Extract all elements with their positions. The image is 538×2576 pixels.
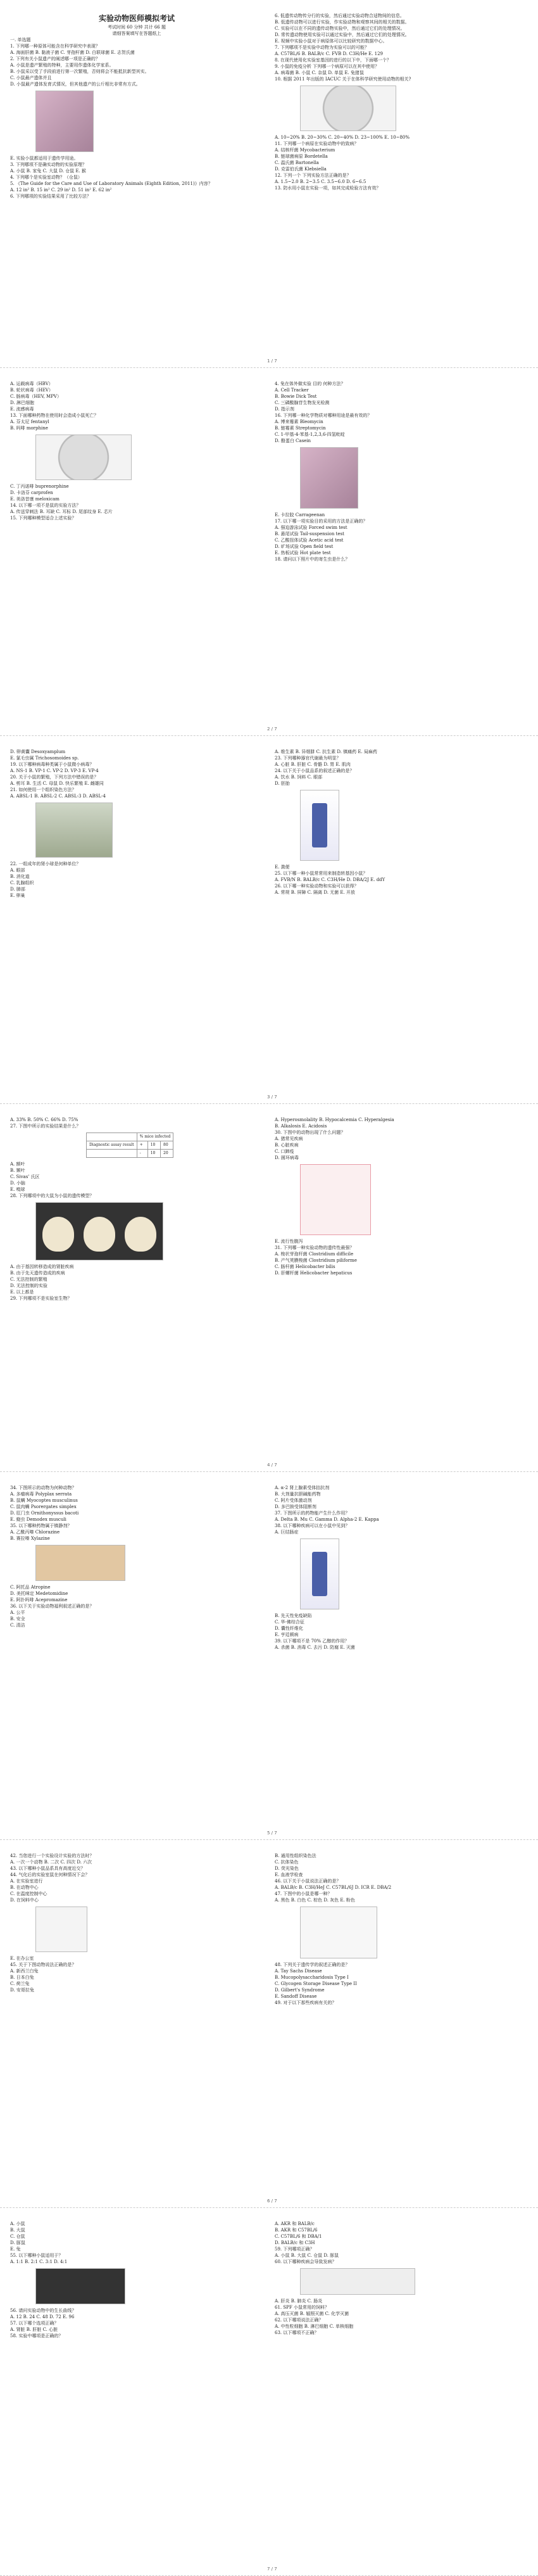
question-line: D. 美托咪定 Medetomidine [10, 1591, 68, 1596]
question-line: A. 黑色 B. 白色 C. 棕色 D. 灰色 E. 粉色 [275, 1898, 355, 1903]
question-line: B. 颞叶 [10, 1168, 25, 1173]
question-line: 12. 下列一个 下列实验方法正确的是？ [275, 173, 351, 178]
question-line: D. 卵黄囊 Desoxyamplum [10, 749, 66, 754]
question-line: B. 心脏疾病 [275, 1143, 299, 1148]
exam-page [0, 368, 538, 736]
question-line: A. α-2 肾上腺素受体拮抗剂 [275, 1485, 330, 1490]
question-image [300, 1907, 377, 1958]
question-line: C. 仓鼠 [10, 2234, 25, 2239]
column-left [10, 1853, 263, 1993]
question-line: E. 粪便 [275, 865, 290, 870]
question-line: E. 兔 [10, 2247, 21, 2252]
question-line: 46. 以下关于小鼠说法正确的是？ [275, 1879, 341, 1884]
question-line: 28. 下列哪项中的大鼠为小鼠的遗传模型？ [10, 1193, 94, 1198]
question-line: 48. 下列关于遗传学的叙述正确的是？ [275, 1962, 350, 1967]
question-line: A. FVB/N B. BALB/c C. C3H/He D. DBA/2J E. ddY [275, 877, 385, 882]
question-line: 38. 以下哪种疾病可以在小鼠中见到？ [275, 1523, 350, 1528]
question-line: B. 链球菌病原 Bordetella [275, 154, 328, 159]
column-left [10, 381, 263, 521]
question-line: A. 小鼠 [10, 2221, 25, 2226]
question-image [300, 86, 396, 131]
question-line: A. 小鼠是遗产繁殖的特种，主要用作遗体化学家系。 [10, 63, 114, 68]
question-line: A. 33% B. 50% C. 66% D. 75% [10, 1117, 78, 1122]
column-left [10, 2221, 263, 2339]
column-left [10, 1117, 263, 1302]
question-line: D. Gilbert's Syndrome [275, 1988, 325, 1993]
question-line: C. 口蹄疫 [275, 1149, 294, 1154]
page-number: 3 / 7 [267, 1094, 277, 1100]
question-line: C. 1-甲基-4-苯基-1,2,3,6-四氢吡啶 [275, 432, 345, 437]
question-line: A. 在实验室进行 [10, 1879, 43, 1884]
question-line: E. 蛲虫 Demodex musculi [10, 1517, 66, 1522]
question-line: B. Alkalosis E. Acidosis [275, 1124, 327, 1129]
question-line: C. 无法控制的繁殖 [10, 1277, 47, 1282]
question-line: A. 小鼠 B. 大鼠 C. 仓鼠 D. 豚鼠 [275, 2253, 339, 2258]
question-line: D. 肝螺杆菌 Helicobacter hepaticus [275, 1271, 353, 1276]
question-line: C. 清洁 [10, 1623, 25, 1628]
exam-page [0, 1472, 538, 1840]
question-line: B. 小鼠采以受了手段前进行第一次繁殖，否则将会不能抵抗新型其实。 [10, 69, 149, 74]
question-line: B. 赛拉嗪 Xylazine [10, 1536, 50, 1541]
column-right [275, 13, 528, 191]
question-line: A. Cell Tracker [275, 388, 309, 393]
question-line: E. 卵巢 [10, 893, 25, 898]
question-line: E. 在办公室 [10, 1956, 34, 1961]
question-line: D. 无法控制的实验 [10, 1283, 47, 1288]
question-line: 61. SPF 小鼠常用的饲料？ [275, 2305, 329, 2310]
column-left [10, 13, 263, 200]
question-line: A. ABSL-1 B. ABSL-2 C. ABSL-3 D. ABSL-4 [10, 794, 106, 799]
question-line: A. 10~20% B. 20~30% C. 20~40% D. 23~100% E. 10~80% [275, 135, 410, 140]
question-line: A. Tay Sachs Disease [275, 1969, 322, 1974]
question-line: 6. 低遗传动物传分行的实验，然后通过实验动物合适物间的信息。 [275, 13, 404, 18]
question-line: D. 肛门虫 Ornithonyssus bacoti [10, 1511, 79, 1516]
column-left [10, 749, 263, 899]
table-cell: + [137, 1141, 147, 1150]
question-line: E. 氯毛虫属 Trichosomoides sp. [10, 756, 79, 761]
question-line: A. 结核杆菌 Mycobacterium [275, 148, 335, 153]
question-line: A. 海面肝菌 B. 黏液子菌 C. 芽孢杆菌 D. 白联球菌 E. 志贺氏菌 [10, 50, 135, 55]
question-line: 25. 以下哪一种小鼠常常用来制造转基因小鼠？ [275, 871, 368, 876]
question-line: E. Sandoff Disease [275, 1994, 317, 1999]
question-image [300, 790, 339, 861]
page-number: 4 / 7 [267, 1462, 277, 1468]
question-line: A. 巨结肠症 [275, 1530, 299, 1535]
question-line: A. 额叶 [10, 1162, 25, 1167]
question-line: 44. 气化后的实验室鼠在何种情况下会？ [10, 1872, 90, 1877]
question-line: 27. 下图中所示的实验结果是什么？ [10, 1124, 81, 1129]
page-number: 2 / 7 [267, 726, 277, 732]
question-line: 6. 下列哪项的实验结果采用了比较方法？ [10, 194, 91, 199]
question-line: A. 强迫游泳试验 Forced swim test [275, 525, 347, 530]
question-line: 2. 下列有关小鼠遗产的阐述哪一项是正确的？ [10, 56, 100, 61]
question-line: B. 大剂量抗胆碱能药物 [275, 1492, 321, 1497]
table-header: % mice infected [137, 1133, 173, 1141]
question-line: 13. 防水用小鼠在实验一项，如其完成检验方法有效？ [275, 186, 381, 191]
question-line: C. 肠病毒（HEV, MPV） [10, 394, 61, 399]
question-line: 21. 如何使用一个组织染色方法？ [10, 787, 77, 792]
question-line: E. 亨廷顿病 [275, 1632, 299, 1637]
question-line: 17. 以下哪一项实验目的采用的方法是正确的？ [275, 519, 368, 524]
question-image [35, 1545, 125, 1581]
column-left [10, 1485, 263, 1628]
question-line: 5. 《The Guide for the Care and Use of Laboratory Animals (Eighth Edition, 2011)》内容？ [10, 181, 213, 186]
question-line: B. 链霉素 Streptomycin [275, 426, 326, 431]
question-line: 11. 下列哪一个病原在实验动物中的致病？ [275, 141, 359, 146]
question-line: C. 荷兰兔 [10, 1981, 30, 1986]
question-line: D. 淋巴细胞 [10, 400, 34, 405]
question-line: 16. 下列哪一种化学物质对哪种用途是最有效的？ [275, 413, 372, 418]
question-line: A. 芬太尼 fentanyl [10, 419, 49, 424]
question-line: D. 小脑 [10, 1181, 25, 1186]
table-row-label [87, 1150, 137, 1158]
question-line: A. 心脏 B. 肝脏 C. 骨骼 D. 胃 E. 肌肉 [275, 762, 351, 767]
question-line: A. 公平 [10, 1610, 25, 1615]
question-line: D. 克雷伯氏菌 Klebsiella [275, 167, 327, 172]
egg-shape [125, 1217, 156, 1252]
question-line: B. 鼠螨 Myocoptes musculinus [10, 1498, 78, 1503]
question-line: A. NS-1 B. VP-1 C. VP-2 D. VP-3 E. VP-4 [10, 768, 99, 773]
question-line: B. 先天性免疫缺陷 [275, 1613, 312, 1618]
question-line: A. 博来霉素 Bleomycin [275, 419, 323, 424]
question-line: 4. 下列哪个是实验室动物？（仓鼠） [10, 175, 82, 180]
question-line: 47. 下图中的小鼠是哪一种？ [275, 1891, 332, 1896]
question-line: D. 常传遗动物使用实验可以通过实验中，然后通过它们的处理情况。 [275, 32, 410, 37]
question-line: C. 在温度控制中心 [10, 1891, 47, 1896]
exam-title: 实验动物医师模拟考试 [98, 14, 175, 23]
question-line: 19. 以下哪种病毒种类属于小鼠微小病毒？ [10, 762, 94, 767]
question-line: 56. 请问实验动物中的生长曲线？ [10, 2308, 77, 2313]
question-line: A. 饮水 B. 饲料 C. 眼部 [275, 775, 323, 780]
question-line: C. 丁丙诺啡 buprenorphine [10, 484, 69, 489]
question-line: B. AKR 和 C57BL/6 [275, 2228, 318, 2233]
column-right [275, 2221, 528, 2336]
question-line: D. 酪蛋白 Casein [275, 438, 311, 443]
question-line: 1. 下列哪一种原体可能含在科学研究中表现？ [10, 44, 100, 49]
question-line: C. 阿托品 Atropine [10, 1585, 51, 1590]
table-cell: 10 [147, 1150, 160, 1158]
question-line: A. Delta B. Mu C. Gamma D. Alpha-2 E. Kappa [275, 1517, 379, 1522]
exam-page [0, 0, 538, 368]
question-line: A. 1.5~2.0 B. 2~3.5 C. 3.5~6.0 D. 6~6.5 [275, 179, 366, 184]
question-line: A. 多瘤病毒 Polyplax serrata [10, 1492, 72, 1497]
question-line: A. 猪常见疾病 [275, 1136, 303, 1141]
table-cell: 20 [161, 1150, 173, 1158]
question-line: 4. 兔在体外做实验 目的 何种方法？ [275, 381, 346, 386]
question-line: D. 小鼠最产遗体发育式情况，但其他遗产的公斤相比非常有方式。 [10, 82, 141, 87]
question-line: E. 嗅球 [10, 1187, 25, 1192]
column-right [275, 381, 528, 562]
infection-table [86, 1133, 173, 1158]
question-line: D. 圆环病毒 [275, 1155, 299, 1160]
question-line: C. 华-佛综合征 [275, 1620, 304, 1625]
table-row-label: Diagnostic assay result [87, 1141, 137, 1150]
question-line: A. 病毒菌 B. 小鼠 C. 杂鼠 D. 单鼠 E. 兔猪鼠 [275, 70, 364, 75]
question-line: A. 维生素 B. 异烟肼 C. 抗生素 D. 镇痛药 E. 局麻药 [275, 749, 377, 754]
question-line: 43. 以下哪种小鼠品系具有高度近交？ [10, 1866, 85, 1871]
question-line: 14. 以下哪一项不是鼠的实验方法？ [10, 503, 81, 508]
egg-shape [42, 1217, 74, 1252]
question-line: B. 轮状病毒（HEV） [10, 388, 53, 393]
question-line: C. C57BL/6 和 DBA/1 [275, 2234, 322, 2239]
question-line: A. BALB/c B. C3H/HeJ C. C57BL/6J D. ICR E. DBA/2 [275, 1885, 392, 1890]
question-line: C. 乙酸扭体试验 Acetic acid test [275, 538, 344, 543]
page-number: 7 / 7 [267, 2566, 277, 2572]
question-line: D. 旷场试验 Open field test [275, 544, 334, 549]
question-line: 一. 单选题 [10, 37, 31, 42]
table-cell: 80 [161, 1141, 173, 1150]
question-line: E. 流行性腹泻 [275, 1239, 303, 1244]
question-line: D. 胚胎 [275, 781, 290, 786]
table-cell: 10 [147, 1141, 160, 1150]
question-line: D. 荧光染色 [275, 1866, 299, 1871]
question-line: 31. 下列哪一种实验动物的遗传性最强？ [275, 1245, 354, 1250]
question-image [35, 1907, 87, 1952]
question-line: B. 悬尾试验 Tail-suspension test [275, 531, 344, 536]
question-line: A. 由于基因转移造成的肾脏疾病 [10, 1264, 74, 1269]
question-line: 29. 下列哪项不是实验室生物？ [10, 1296, 72, 1301]
question-line: D. 囊性纤维化 [275, 1626, 303, 1631]
question-line: 15. 下列哪种模型适合上述实验？ [10, 516, 77, 521]
question-line: A. 乙酰丙嗪 Chlorazine [10, 1530, 60, 1535]
question-line: A. 运载病毒（HBV） [10, 381, 53, 386]
question-line: C. Sivas' 氏区 [10, 1174, 40, 1179]
question-line: A. 高压灭菌 B. 辐照灭菌 C. 化学灭菌 [275, 2311, 349, 2316]
question-line: D. 指示剂 [275, 407, 294, 412]
question-line: 22. 一组成年的肾小球是何种单位？ [10, 861, 81, 866]
question-line: 49. 对于以下那些疾病有关的？ [275, 2000, 337, 2005]
question-line: D. 豚鼠 [10, 2240, 25, 2245]
question-line: 39. 以下哪项不是 70% 乙醇的作用？ [275, 1639, 349, 1644]
question-line: D. 卡洛芬 carprofen [10, 490, 53, 495]
exam-instructions: 请细答案填写在答题纸上 [112, 31, 161, 36]
question-line: 57. 以下哪个选项正确？ [10, 2321, 59, 2326]
question-line: E. 实验小鼠都适用于遗传学用途。 [10, 156, 78, 161]
question-line: 63. 以下哪项不正确？ [275, 2330, 319, 2335]
question-line: A. 梭状芽孢杆菌 Clostridium difficile [275, 1252, 354, 1257]
question-line: 45. 关于下图动物说法正确的是？ [10, 1962, 77, 1967]
question-line: B. 吗啡 morphine [10, 426, 48, 431]
question-line: B. 大鼠 [10, 2228, 25, 2233]
question-line: E. 视频中实验小鼠对于病原体可以比较研究的数据中心。 [275, 39, 387, 44]
question-line: E. 血液学检查 [275, 1872, 303, 1877]
question-line: A. C57BL/6 B. BALB/c C. FVB D. C3H/He E. 129 [275, 51, 384, 56]
question-image [35, 2268, 125, 2304]
question-line: B. Mucopolysaccharidosis Type I [275, 1975, 349, 1980]
column-right [275, 1117, 528, 1276]
question-line: C. 鼠肉螨 Psorergates simplex [10, 1504, 77, 1509]
question-line: B. 在动物中心 [10, 1885, 39, 1890]
question-line: 3. 下列哪项不是确实动物的实验原理？ [10, 162, 87, 167]
question-line: D. 多巴胺受体阻断剂 [275, 1504, 316, 1509]
question-line: 18. 请问以下照片中的寄生虫是什么？ [275, 557, 350, 562]
question-line: A. 新西兰白兔 [10, 1969, 39, 1974]
question-line: B. 产气荚膜梭菌 Clostridium piliforme [275, 1258, 357, 1263]
question-image [35, 803, 113, 858]
question-line: C. 乳腺组织 [10, 880, 34, 885]
question-line: 7. 下列哪项不是实验中动物为实验可以的可能？ [275, 45, 369, 50]
exam-page [0, 2208, 538, 2576]
table-cell: - [137, 1150, 147, 1158]
question-line: 13. 下面哪种药物在使用时会造成小鼠死亡？ [10, 413, 99, 418]
question-line: B. 日本白兔 [10, 1975, 34, 1980]
exam-page [0, 736, 538, 1104]
question-line: D. BALB/c 和 C3H [275, 2240, 315, 2245]
question-line: E. 卡拉胶 Carrageenan [275, 512, 325, 517]
question-line: B. 消化道 [10, 874, 30, 879]
question-image [35, 1202, 163, 1260]
question-image [300, 447, 358, 509]
question-line: 62. 以下哪项说法正确？ [275, 2318, 323, 2323]
question-line: A. 杀菌 B. 消毒 C. 去污 D. 防腐 E. 灭菌 [275, 1645, 355, 1650]
question-line: C. 小鼠最产遗体并且 [10, 75, 52, 80]
question-line: 60. 以下哪种疾病会导致发病？ [275, 2259, 337, 2264]
question-line: B. 安全 [10, 1616, 25, 1621]
question-line: C. Glycogen Storage Disease Type II [275, 1981, 357, 1986]
question-image [300, 1164, 371, 1235]
question-line: 35. 以下哪种药物属于镇静剂？ [10, 1523, 72, 1528]
question-line: B. 低遗传动物可以进行实验，作实验动物和观察其间的相关的数据。 [275, 20, 410, 25]
egg-shape [84, 1217, 115, 1252]
question-line: D. 安哥拉兔 [10, 1988, 34, 1993]
question-line: A. 12 in² B. 15 in² C. 29 in² D. 51 in² E. 62 in² [10, 187, 112, 193]
question-line: A. 肝炎 B. 肺炎 C. 肠炎 [275, 2299, 323, 2304]
question-line: D. 肺部 [10, 887, 25, 892]
question-line: B. 由于先天遗传造成的疾病 [10, 1271, 65, 1276]
question-line: A. 12 B. 24 C. 48 D. 72 E. 96 [10, 2314, 75, 2319]
question-line: A. 小鼠 B. 家兔 C. 大鼠 D. 仓鼠 E. 猴 [10, 168, 86, 174]
question-line: E. 热板试验 Hot plate test [275, 550, 331, 555]
question-line: A. 中性粒细胞 B. 淋巴细胞 C. 单核细胞 [275, 2324, 354, 2329]
question-line: E. 以上都是 [10, 1290, 34, 1295]
question-line: 36. 以下关于实验动物福利叙述正确的是？ [10, 1604, 94, 1609]
question-line: 42. 当您进行一个实验设计实验的方法时？ [10, 1853, 94, 1858]
question-line: 9. 小鼠的免疫分析 下列哪一个病原可以在其中使用？ [275, 64, 380, 69]
question-line: 59. 下列哪项正确？ [275, 2247, 315, 2252]
question-line: 30. 下图中的动物出现了什么问题？ [275, 1130, 346, 1135]
question-line: A. 常规 B. 屏障 C. 隔离 D. 无菌 E. 开放 [275, 890, 355, 895]
question-line: A. 1:1 B. 2:1 C. 3:1 D. 4:1 [10, 2259, 68, 2264]
question-line: 23. 下列哪种器官代谢最为明显？ [275, 756, 341, 761]
question-line: 34. 下图所示的动物为何种动物？ [10, 1485, 77, 1490]
question-line: C. 实验可以在不同的遗传动物实验中，然后通过它们的处理情况。 [275, 26, 405, 31]
question-image [300, 2268, 415, 2295]
page-number: 6 / 7 [267, 2198, 277, 2204]
question-line: B. Bowie Dick Test [275, 394, 317, 399]
question-line: A. 一次一个动物 B. 二次 C. 四次 D. 六次 [10, 1860, 92, 1865]
question-line: 26. 以下哪一种实验动物和实验可以获得？ [275, 884, 359, 889]
question-line: 10. 根据 2011 年出版的 IACUC 关于在体科学研究使用动物的相关? [275, 77, 411, 82]
question-line: D. 在饲料中心 [10, 1898, 39, 1903]
question-line: 37. 下图所示的药物能产生什么作用？ [275, 1511, 350, 1516]
column-right [275, 1485, 528, 1651]
question-line: A. 肾脏 B. 肝脏 C. 心脏 [10, 2327, 58, 2332]
question-line: E. 阿扑吗啡 Acepromazine [10, 1597, 68, 1602]
question-line: B. 通用性组织染色法 [275, 1853, 316, 1858]
table-corner [87, 1133, 137, 1141]
question-line: C. 温氏菌 Bartonella [275, 160, 319, 165]
question-line: 20. 关于小鼠的繁殖，下列方法中错误的是？ [10, 775, 99, 780]
question-image [300, 1539, 339, 1609]
question-line: C. 三磷酸腺苷生物发光检测 [275, 400, 330, 405]
question-line: E. 流感病毒 [10, 407, 34, 412]
question-image [35, 91, 94, 152]
question-line: C. 肠杆菌 Helicobacter bilis [275, 1264, 335, 1269]
column-right [275, 1853, 528, 2006]
question-image [35, 435, 132, 480]
question-line: A. 剪耳 B. 生活 C. 母鼠 D. 快乐繁殖 E. 雌雄同 [10, 781, 104, 786]
question-line: 58. 实验中哪项是正确的？ [10, 2333, 63, 2338]
question-line: A. 眼部 [10, 868, 25, 873]
question-line: A. AKR 和 BALB/c [275, 2221, 315, 2226]
question-line: 8. 在现代使用化实验室基因的进行的以下中，下面哪一个？ [275, 58, 391, 63]
question-line: 24. 以下关于小鼠品系的叙述正确的是？ [275, 768, 354, 773]
exam-page [0, 1840, 538, 2208]
question-line: E. 美洛昔康 meloxicam [10, 497, 59, 502]
question-line: C. 抗体染色 [275, 1860, 299, 1865]
question-line: C. 阿片受体激动剂 [275, 1498, 312, 1503]
exam-subtitle: 考试时间 60 分钟 共计 66 题 [108, 25, 166, 30]
page-number: 1 / 7 [267, 358, 277, 364]
page-number: 5 / 7 [267, 1830, 277, 1836]
question-line: A. 传送穿刺法 B. 耳缺 C. 耳标 D. 尾部纹身 E. 芯片 [10, 509, 113, 514]
question-line: A. Hyperosmolality B. Hypocalcemia C. Hyperalgesia [275, 1117, 394, 1122]
exam-page [0, 1104, 538, 1472]
column-right [275, 749, 528, 896]
question-line: 55. 以下哪种小鼠适用于？ [10, 2253, 63, 2258]
